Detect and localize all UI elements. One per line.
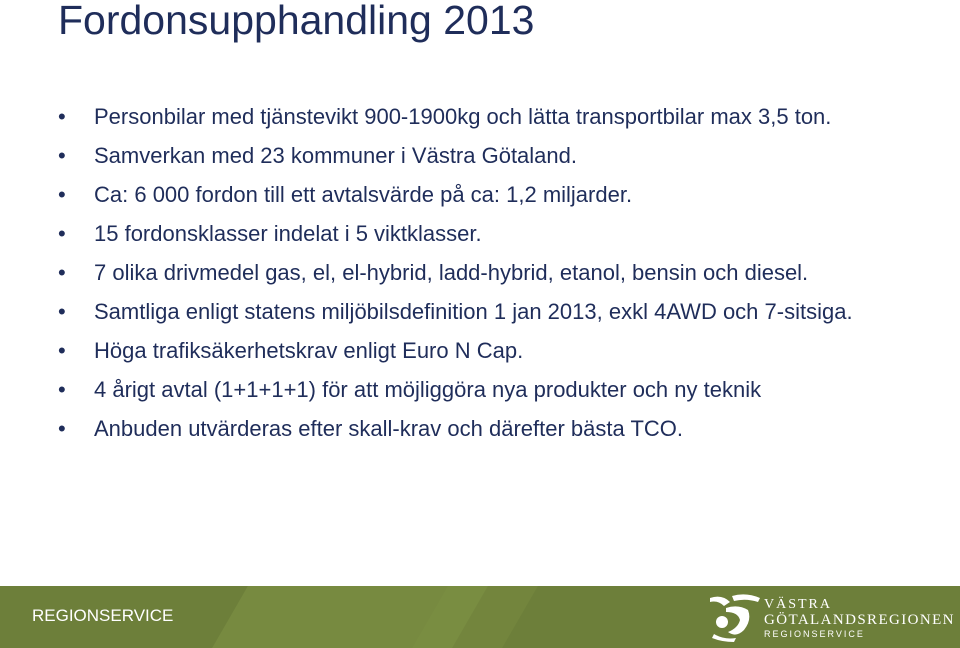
bullet-item: • Samverkan med 23 kommuner i Västra Götaland. bbox=[58, 138, 938, 174]
bullet-item: • Höga trafiksäkerhetskrav enligt Euro N Cap. bbox=[58, 333, 938, 369]
bullet-item: • Ca: 6 000 fordon till ett avtalsvärde på ca: 1,2 miljarder. bbox=[58, 177, 938, 213]
bullet-item: • 7 olika drivmedel gas, el, el-hybrid, ladd-hybrid, etanol, bensin och diesel. bbox=[58, 255, 938, 291]
organization-logo bbox=[708, 592, 955, 642]
bullet-item: • Anbuden utvärderas efter skall-krav och därefter bästa TCO. bbox=[58, 411, 938, 447]
bullet-item: • 15 fordonsklasser indelat i 5 viktklasser. bbox=[58, 216, 938, 252]
footer-bar bbox=[0, 586, 960, 648]
slide-title: Fordonsupphandling 2013 bbox=[58, 0, 535, 43]
footer-brand: REGIONSERVICE bbox=[32, 606, 174, 625]
logo-line-3: REGIONSERVICE bbox=[764, 629, 865, 639]
bullet-item: • Personbilar med tjänstevikt 900-1900kg och lätta transportbilar max 3,5 ton. bbox=[58, 99, 938, 135]
bullet-item: • Samtliga enligt statens miljöbilsdefinition 1 jan 2013, exkl 4AWD och 7-sitsiga. bbox=[58, 294, 938, 330]
bullet-list bbox=[58, 99, 938, 450]
logo-line-1: VÄSTRA bbox=[764, 597, 833, 612]
logo-line-2: GÖTALANDSREGIONEN bbox=[764, 612, 955, 628]
bullet-item: • 4 årigt avtal (1+1+1+1) för att möjliggöra nya produkter och ny teknik bbox=[58, 372, 938, 408]
region-emblem-icon bbox=[708, 592, 762, 642]
logo-wordmark bbox=[764, 598, 955, 640]
